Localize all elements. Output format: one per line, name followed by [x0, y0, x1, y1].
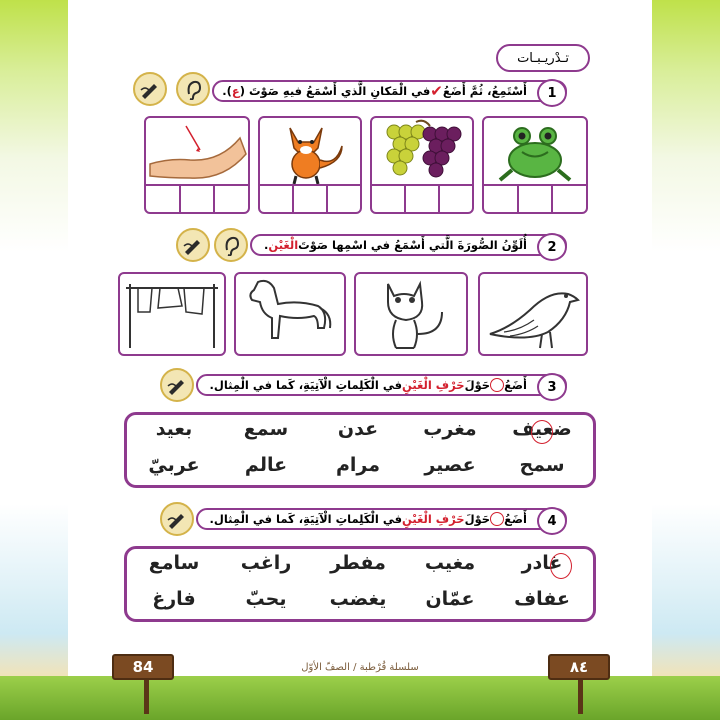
q3-instruction: أَضَعُ حَوْلَ حَرْفِ الْغَيْنِ في الْكَلِماتِ الْآتِيَةِ، كَما في الْمِثال.: [196, 374, 567, 396]
grapes-image: [372, 118, 472, 186]
page-number-left: 84: [112, 654, 174, 680]
q1-instruction: أَسْتَمِعُ، ثُمَّ أَضَعُ ✔ في الْمَكانِ الَّذي أَسْمَعُ فيهِ صَوْتَ ( ع ).: [212, 80, 567, 102]
word[interactable]: عالم: [244, 454, 288, 476]
sparkle: [470, 40, 474, 44]
word[interactable]: يحبّ: [245, 588, 287, 610]
example-circle: [550, 553, 572, 579]
word[interactable]: عربيّ: [148, 454, 200, 476]
section-title: تـدْريـبـات: [496, 44, 590, 72]
example-circle: [531, 420, 553, 444]
sparkle: [110, 30, 114, 34]
word[interactable]: مغيب: [424, 552, 476, 574]
laundry-card: [118, 272, 226, 356]
laundry-image: [120, 274, 224, 354]
pencil-hand-icon: [160, 502, 194, 536]
arm-card: [144, 116, 250, 214]
pencil-hand-icon: [160, 368, 194, 402]
sparkle: [220, 58, 224, 62]
pencil-hand-icon: [176, 228, 210, 262]
cat-card: [354, 272, 468, 356]
word[interactable]: مغرب: [423, 418, 477, 440]
fox-card: [258, 116, 362, 214]
cat-image: [356, 274, 466, 354]
page-number-right: ٨٤: [548, 654, 610, 680]
word[interactable]: سمع: [243, 418, 289, 440]
ear-icon: [214, 228, 248, 262]
word[interactable]: بعيد: [155, 418, 193, 440]
sparkle: [610, 18, 614, 22]
frog-card: [482, 116, 588, 214]
fox-image: [260, 118, 360, 186]
sign-post: [578, 674, 583, 714]
grass-strip: [0, 676, 720, 720]
word[interactable]: مرام: [335, 454, 381, 476]
q2-instruction: أُلَوِّنُ الصُّورَةَ الَّتي أَسْمَعُ في اسْمِها صَوْتَ الْغَيْن .: [250, 234, 567, 256]
word[interactable]: سمح: [519, 454, 565, 476]
q1-number: 1: [537, 79, 567, 107]
q3-number: 3: [537, 373, 567, 401]
horse-image: [236, 274, 344, 354]
frog-image: [484, 118, 586, 186]
word[interactable]: راغب: [240, 552, 292, 574]
sparkle: [300, 20, 304, 24]
crow-card: [478, 272, 588, 356]
ear-icon: [176, 72, 210, 106]
arm-image: [146, 118, 248, 186]
word[interactable]: فارغ: [152, 588, 196, 610]
word[interactable]: يغضب: [329, 588, 387, 610]
crow-image: [480, 274, 586, 354]
q2-number: 2: [537, 233, 567, 261]
word[interactable]: سامع: [148, 552, 200, 574]
grapes-card: [370, 116, 474, 214]
word[interactable]: عفاف: [514, 588, 570, 610]
sign-post: [144, 674, 149, 714]
word[interactable]: مفطر: [330, 552, 386, 574]
word[interactable]: عمّان: [425, 588, 475, 610]
q4-instruction: أَضَعُ حَوْلَ حَرْفِ الْغَيْنِ في الْكَلِماتِ الْآتِيَةِ، كَما في الْمِثال.: [196, 508, 567, 530]
series-footer: سلسلة قُرْطبة / الصفّ الأوّل: [301, 662, 419, 673]
pencil-hand-icon: [133, 72, 167, 106]
word[interactable]: عصير: [424, 454, 476, 476]
word[interactable]: ضعيف: [512, 418, 572, 440]
horse-card: [234, 272, 346, 356]
word[interactable]: غادر: [521, 552, 563, 574]
q4-number: 4: [537, 507, 567, 535]
word[interactable]: عدن: [337, 418, 379, 440]
